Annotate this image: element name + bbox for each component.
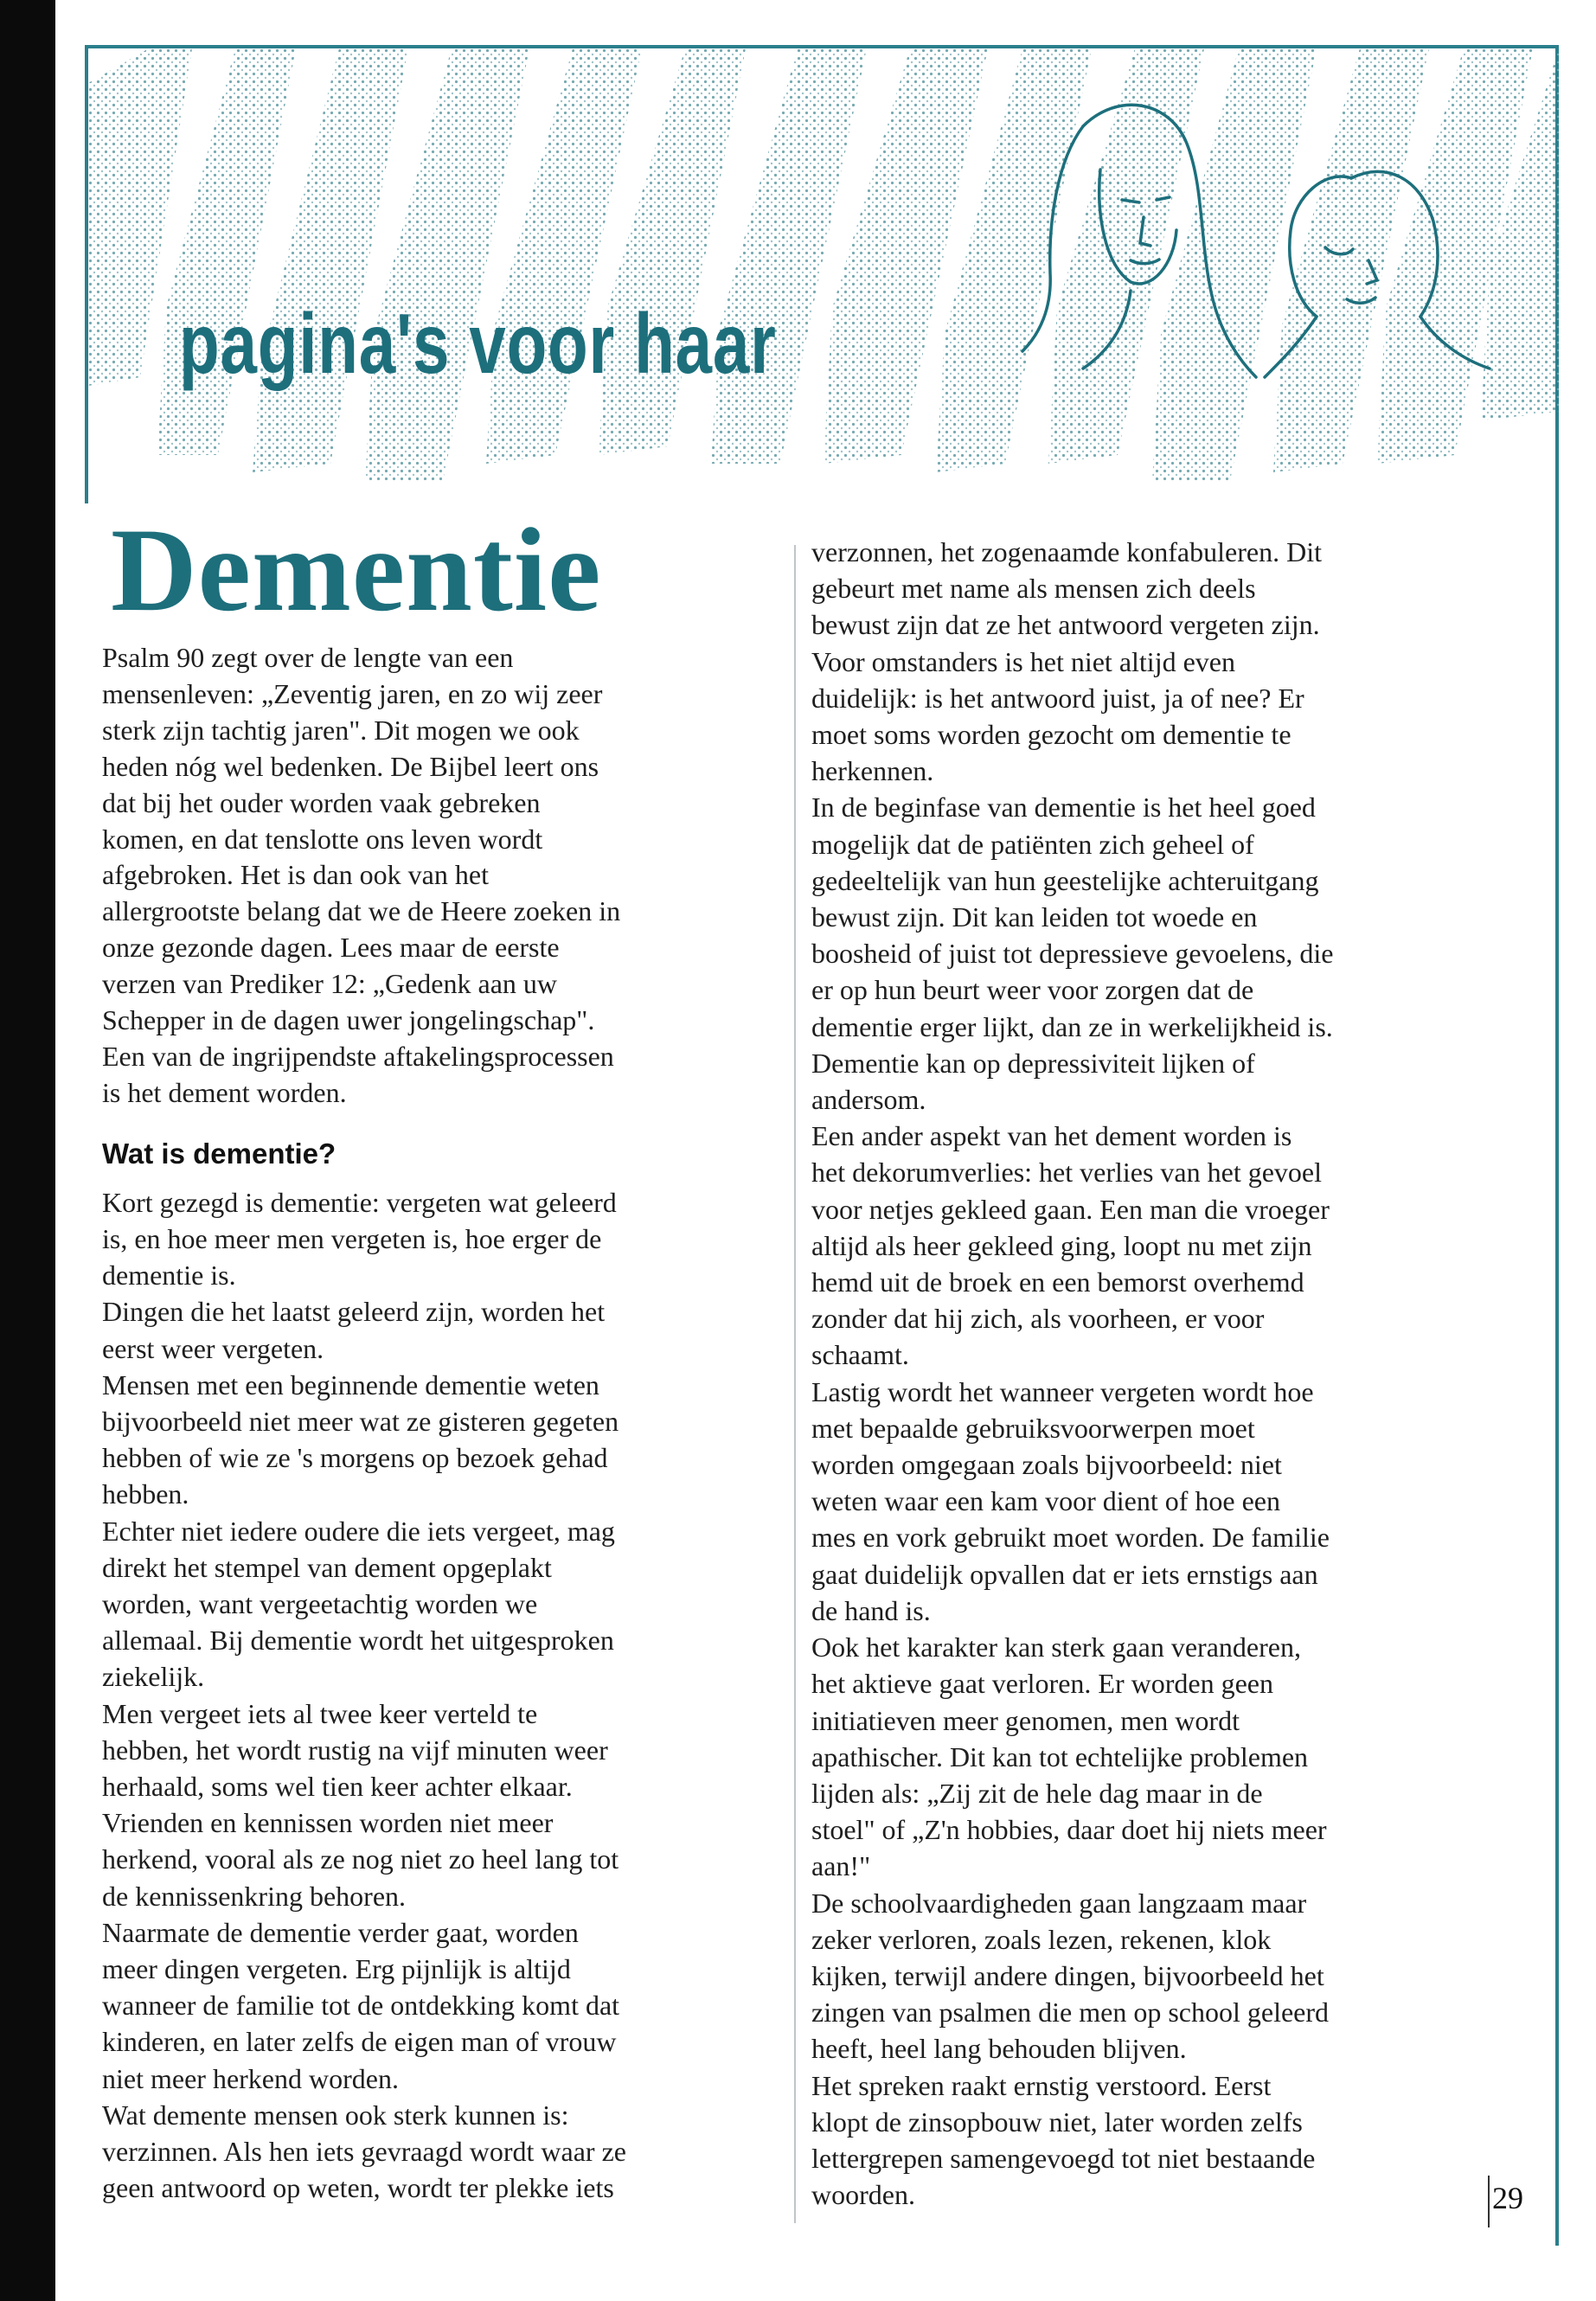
paragraph: Dingen die het laatst geleerd zijn, worden het eerst weer vergeten. — [102, 1296, 606, 1364]
paragraph: Lastig wordt het wanneer vergeten wordt hoe met bepaalde gebruiksvoorwerpen moet worden omgegaan zoals bijvoorbeeld: niet weten waar een kam voor dient of hoe een mes en vork gebruikt moet worden. De familie gaat duidelijk opvallen dat er iets ernstigs aan de hand is. — [811, 1375, 1330, 1626]
paragraph: Mensen met een beginnende dementie weten bijvoorbeeld niet meer wat ze gisteren gegeten hebben of wie ze 's morgens op bezoek gehad hebben. — [102, 1368, 619, 1510]
column-divider — [794, 545, 796, 2223]
page-number-rule — [1488, 2176, 1490, 2227]
halftone-brush-strokes — [88, 48, 1559, 481]
section-title: pagina's voor haar — [179, 296, 777, 391]
article-title: Dementie — [111, 503, 602, 636]
paragraph: Echter niet iedere oudere die iets vergeet, mag direkt het stempel van dement opgeplakt worden, want vergeetachtig worden we allemaal. Bij dementie wordt het uitgesproken ziekelijk. — [102, 1515, 615, 1693]
paragraph: Men vergeet iets al twee keer verteld te hebben, het wordt rustig na vijf minuten weer herhaald, soms wel tien keer achter elkaar. — [102, 1697, 608, 1803]
left-column — [102, 640, 794, 2206]
paragraph: De schoolvaardigheden gaan langzaam maar zeker verloren, zoals lezen, rekenen, klok kijken, terwijl andere dingen, bijvoorbeeld het zingen van psalmen die men op school geleerd heeft, heel lang behouden blijven. — [811, 1887, 1330, 2065]
section-header — [88, 48, 1559, 516]
paragraph: verzonnen, het zogenaamde konfabuleren. Dit gebeurt met name als mensen zich deels bewust zijn dat ze het antwoord vergeten zijn. Voor omstanders is het niet altijd even duidelijk: is het antwoord juist, ja of nee? Er moet soms worden gezocht om dementie te herkennen. — [811, 536, 1322, 787]
paragraph: Vrienden en kennissen worden niet meer herkend, vooral als ze nog niet zo heel lang tot de kennissenkring behoren. — [102, 1807, 619, 1912]
paragraph: Wat demente mensen ook sterk kunnen is: verzinnen. Als hen iets gevraagd wordt waar ze geen antwoord op weten, wordt ter plekke iets — [102, 2099, 626, 2204]
scan-edge — [0, 0, 55, 2301]
paragraph: Het spreken raakt ernstig verstoord. Eerst klopt de zinsopbouw niet, later worden zelfs lettergrepen samengevoegd tot niet bestaande woorden. — [811, 2069, 1316, 2211]
right-column — [811, 534, 1495, 2213]
header-illustration — [88, 48, 1559, 516]
page-number: 29 — [1492, 2181, 1523, 2215]
paragraph: Naarmate de dementie verder gaat, worden meer dingen vergeten. Erg pijnlijk is altijd wanneer de familie tot de ontdekking komt dat kinderen, en later zelfs de eigen man of vrouw niet meer herkend worden. — [102, 1916, 620, 2094]
paragraph: Kort gezegd is dementie: vergeten wat geleerd is, en hoe meer men vergeten is, hoe erger de dementie is. — [102, 1186, 617, 1292]
paragraph: In de beginfase van dementie is het heel goed mogelijk dat de patiënten zich geheel of gedeeltelijk van hun geestelijke achteruitgang bewust zijn. Dit kan leiden tot woede en boosheid of juist tot depressieve gevoelens, die er op hun beurt weer voor zorgen dat de dementie erger lijkt, dan ze in werkelijkheid is. Dementie kan op depressiviteit lijken of andersom. — [811, 792, 1334, 1116]
paragraph: Ook het karakter kan sterk gaan veranderen, het aktieve gaat verloren. Er worden geen initiatieven meer genomen, men wordt apathischer. Dit kan tot echtelijke problemen lijden als: „Zij zit de hele dag maar in de stoel" of „Z'n hobbies, daar doet hij niets meer aan!" — [811, 1631, 1327, 1882]
paragraph: Een ander aspekt van het dement worden is het dekorumverlies: het verlies van het gevoel voor netjes gekleed gaan. Een man die vroeger altijd als heer gekleed ging, loopt nu met zijn hemd uit de broek en een bemorst overhemd zonder dat hij zich, als voorheen, er voor schaamt. — [811, 1120, 1330, 1371]
subheading: Wat is dementie? — [102, 1137, 337, 1170]
intro-paragraph: Psalm 90 zegt over de lengte van een mensenleven: „Zeventig jaren, en zo wij zeer sterk zijn tachtig jaren". Dit mogen we ook heden nóg wel bedenken. De Bijbel leert ons dat bij het ouder worden vaak gebreken komen, en dat tenslotte ons leven wordt afgebroken. Het is dan ook van het allergrootste belang dat we de Heere zoeken in onze gezonde dagen. Lees maar de eerste verzen van Prediker 12: „Gedenk aan uw Schepper in de dagen uwer jongelingschap". Een van de ingrijpendste aftakelingsprocessen is het dement worden. — [102, 642, 621, 1108]
